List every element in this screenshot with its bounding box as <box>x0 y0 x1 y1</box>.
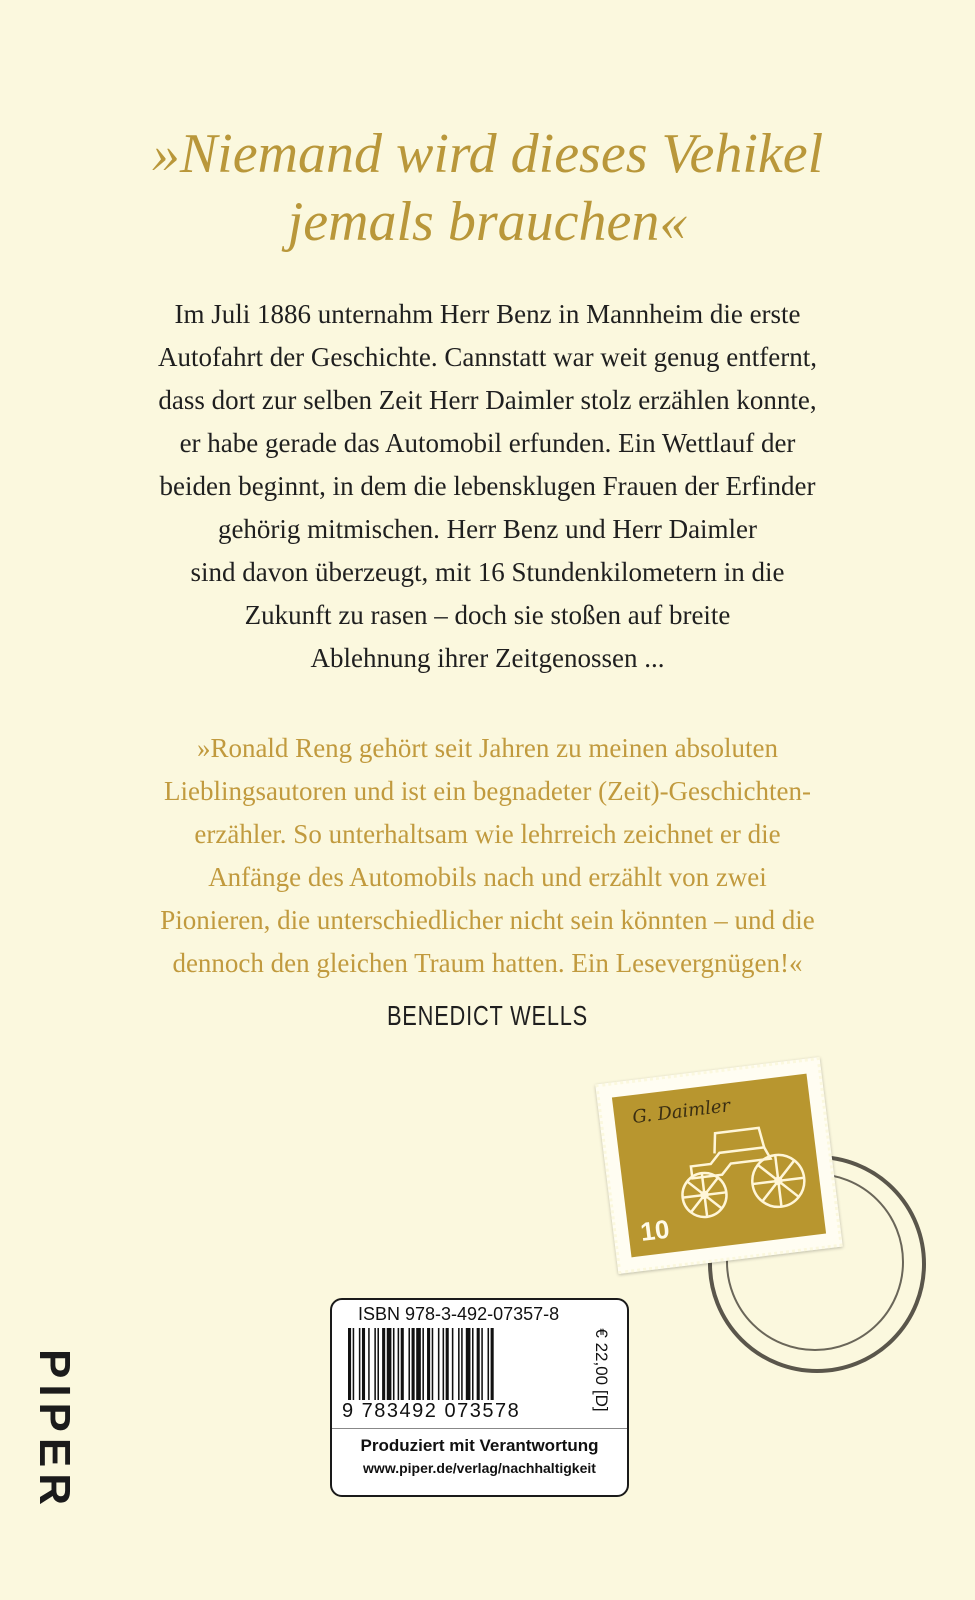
quote-attribution: BENEDICT WELLS <box>386 1000 589 1031</box>
price-label <box>586 1318 616 1422</box>
postage-stamp-illustration <box>598 1050 928 1380</box>
blurb-line: Im Juli 1886 unternahm Herr Benz in Mannheim die erste <box>174 299 801 329</box>
quote-line: »Ronald Reng gehört seit Jahren zu meinen absoluten <box>196 733 779 763</box>
stamp-signature: G. Daimler <box>631 1095 732 1129</box>
blurb-line: gehörig mitmischen. Herr Benz und Herr Daimler <box>217 514 758 544</box>
quote-line: erzähler. So unterhaltsam wie lehrreich zeichnet er die <box>194 819 781 849</box>
publisher-name: PIPER <box>30 1348 79 1512</box>
postage-stamp <box>595 1057 843 1274</box>
blurb-line: dass dort zur selben Zeit Herr Daimler stolz erzählen konnte, <box>158 385 817 415</box>
quote-line: Anfänge des Automobils nach und erzählt von zwei <box>208 862 767 892</box>
book-blurb <box>0 293 975 680</box>
barcode-digits: 9 783492 073578 <box>342 1400 521 1422</box>
headline-line: »Niemand wird dieses Vehikel <box>151 123 824 185</box>
blurb-line: er habe gerade das Automobil erfunden. Ein Wettlauf der <box>179 428 796 458</box>
quote-line: dennoch den gleichen Traum hatten. Ein Lesevergnügen!« <box>172 948 803 978</box>
publisher-logo <box>30 1330 78 1530</box>
barcode-panel <box>330 1298 629 1497</box>
price-text: € 22,00 [D] <box>592 1328 611 1412</box>
blurb-line: beiden beginnt, in dem die lebensklugen Frauen der Erfinder <box>159 471 816 501</box>
blurb-line: sind davon überzeugt, mit 16 Stundenkilometern in die <box>190 557 785 587</box>
headline <box>0 120 975 256</box>
review-quote <box>0 727 975 985</box>
isbn-label: ISBN 978-3-492-07357-8 <box>358 1304 560 1324</box>
blurb-line: Ablehnung ihrer Zeitgenossen ... <box>310 643 665 673</box>
quote-line: Pionieren, die unterschiedlicher nicht sein könnten – und die <box>160 905 815 935</box>
blurb-line: Autofahrt der Geschichte. Cannstatt war weit genug entfernt, <box>157 342 818 372</box>
blurb-line: Zukunft zu rasen – doch sie stoßen auf breite <box>244 600 731 630</box>
stamp-value: 10 <box>638 1213 672 1247</box>
sustainability-note: Produziert mit Verantwortung <box>360 1436 599 1455</box>
carriage-icon <box>666 1112 817 1228</box>
barcode-bars <box>344 1328 580 1400</box>
sustainability-url: www.piper.de/verlag/nachhaltigkeit <box>363 1460 596 1476</box>
divider <box>332 1428 627 1429</box>
quote-line: Lieblingsautoren und ist ein begnadeter (Zeit)-Geschichten- <box>163 776 811 806</box>
stamp-face <box>612 1074 826 1258</box>
headline-line: jemals brauchen« <box>287 191 688 253</box>
